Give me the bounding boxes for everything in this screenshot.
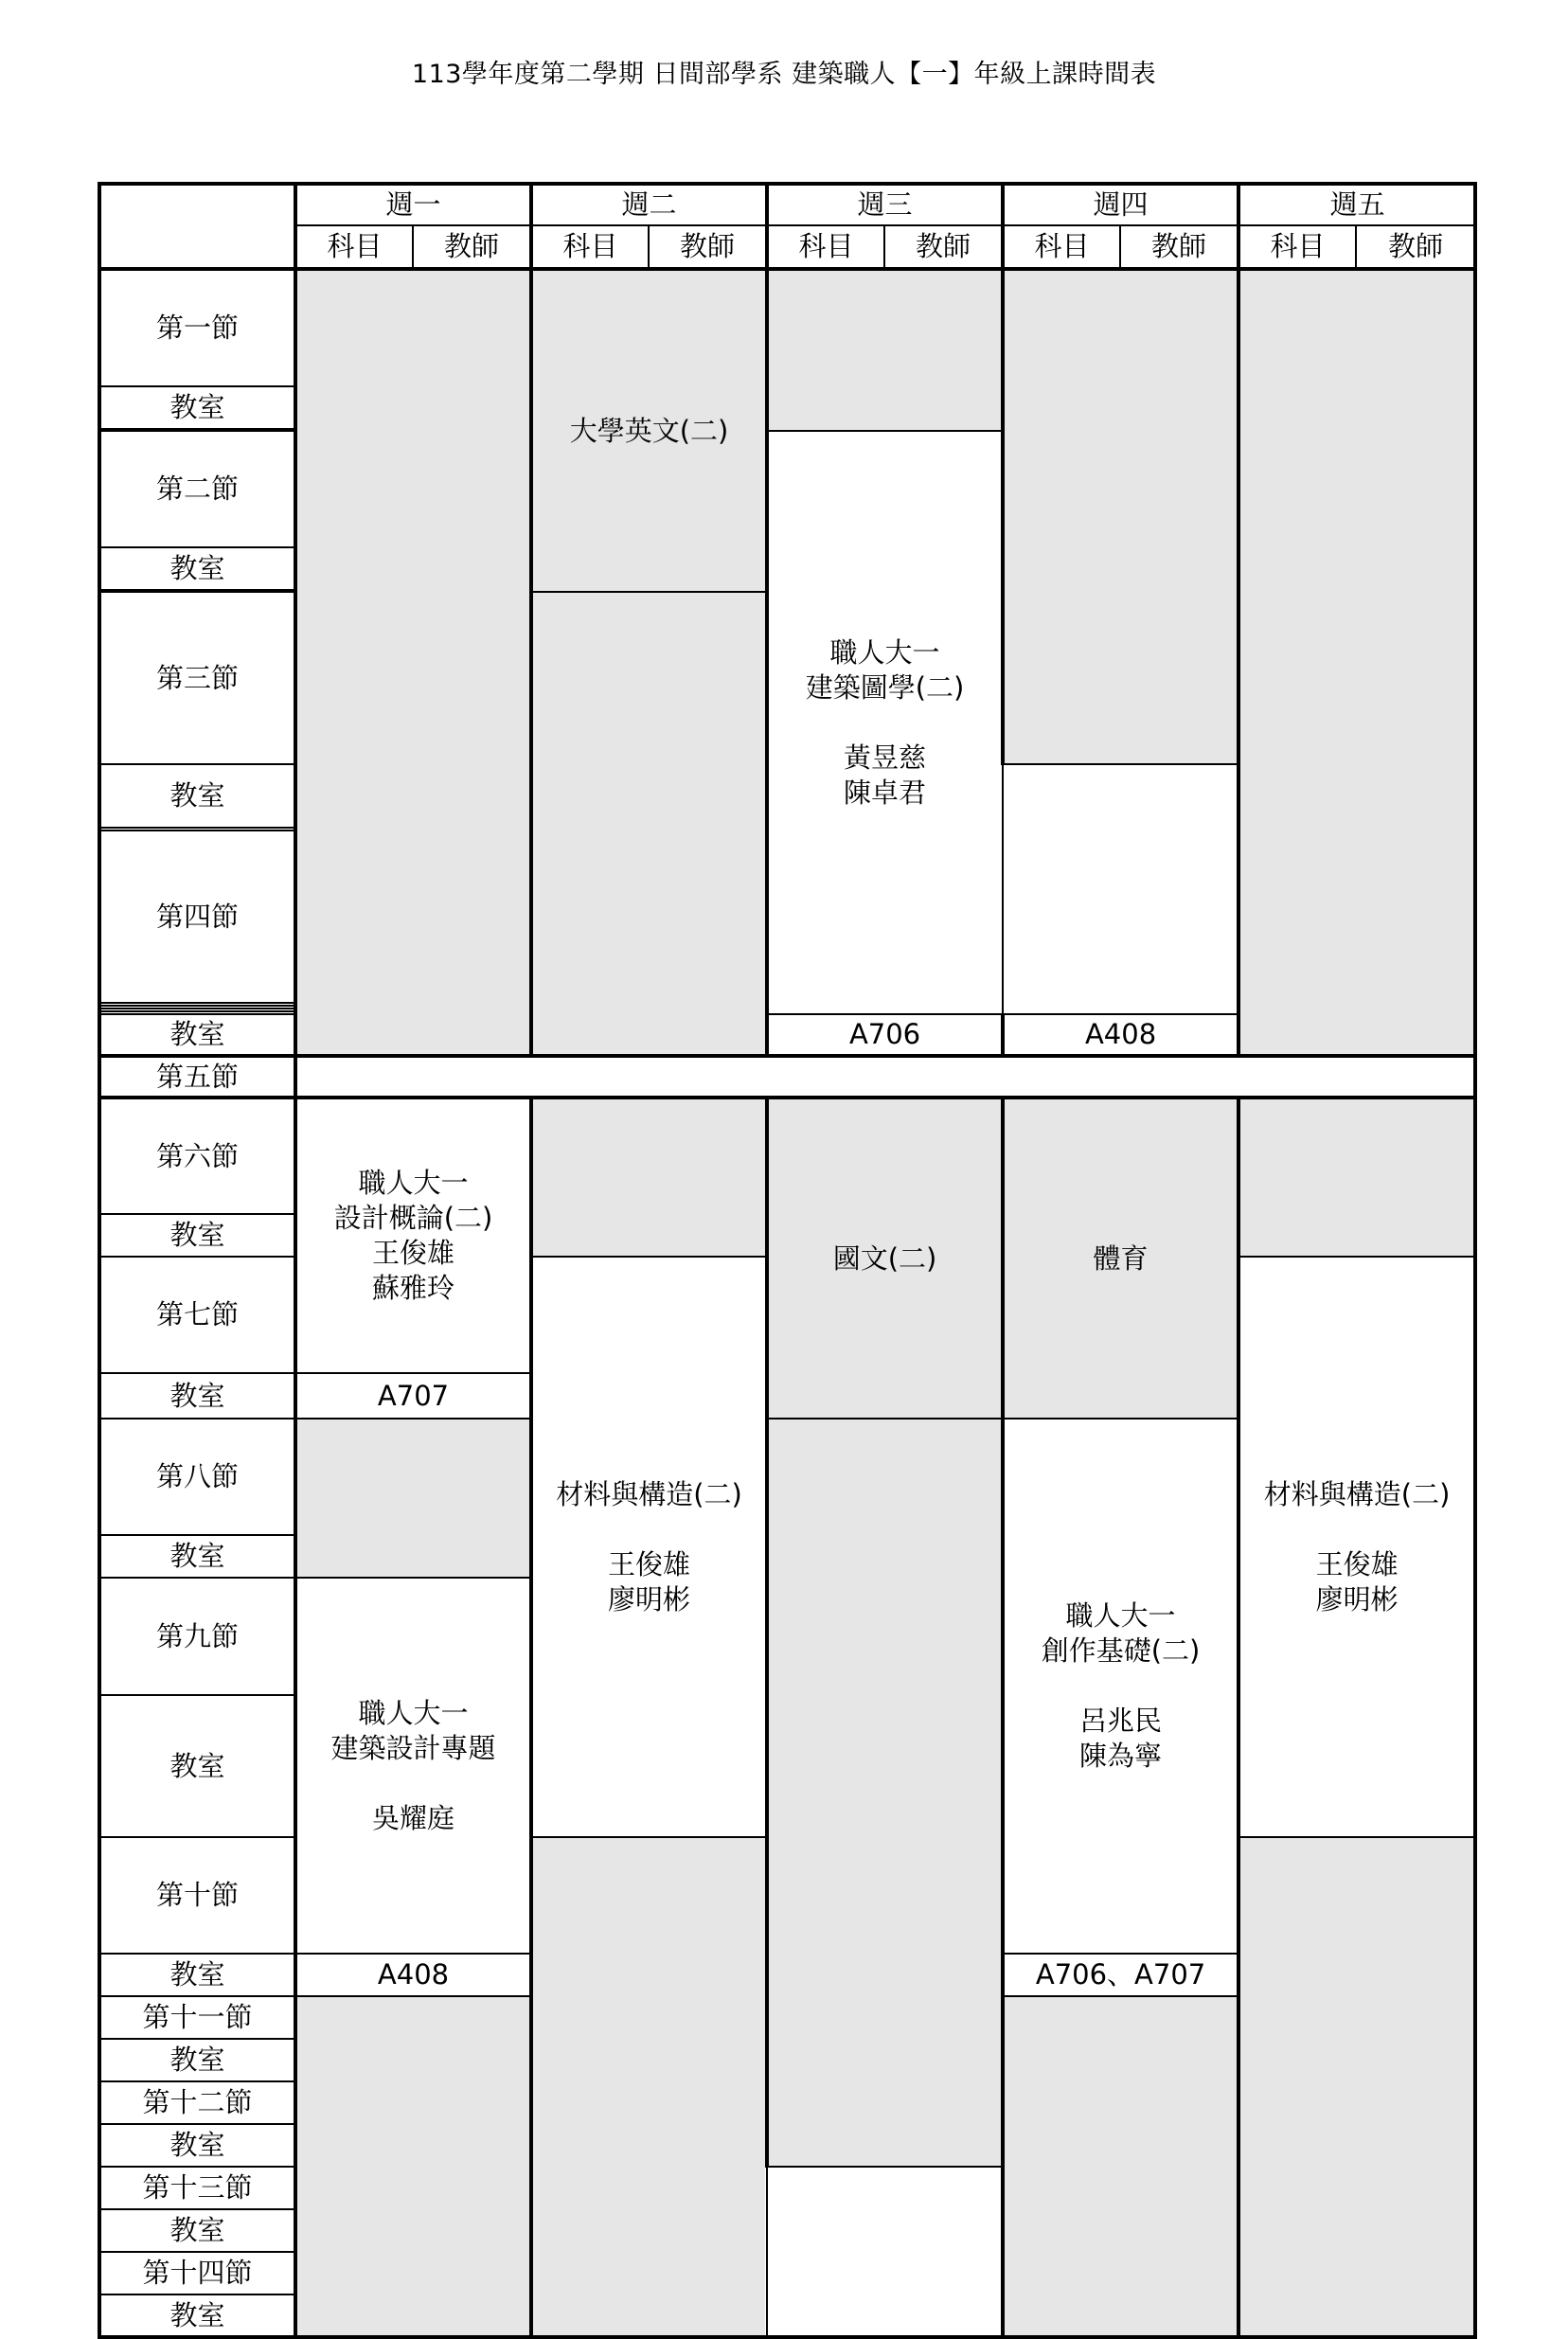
period-label: 第五節	[99, 1056, 295, 1098]
room-label: 教室	[99, 386, 295, 429]
room-label: 教室	[99, 547, 295, 590]
day-header-wed: 週三	[767, 184, 1003, 225]
room-label: 教室	[99, 1014, 295, 1056]
course-cell	[767, 431, 1003, 1014]
period-label: 第九節	[99, 1578, 295, 1695]
room-cell: A706	[767, 1014, 1003, 1056]
teacher-label: 教師	[1356, 225, 1475, 269]
room-label: 教室	[99, 1373, 295, 1419]
teacher-name: 廖明彬	[608, 1582, 691, 1616]
room-cell: A408	[295, 1954, 531, 1996]
course-cell	[531, 269, 767, 592]
teacher-name: 陳卓君	[844, 776, 927, 809]
empty-slot	[531, 1098, 767, 1257]
room-cell: A408	[1003, 1014, 1238, 1056]
subject-label: 科目	[1238, 225, 1356, 269]
period-label: 第一節	[99, 269, 295, 386]
teacher-name: 王俊雄	[608, 1547, 691, 1580]
room-label: 教室	[99, 2209, 295, 2252]
teacher-name: 王俊雄	[1315, 1547, 1399, 1580]
teacher-name: 吳耀庭	[372, 1801, 455, 1834]
room-label: 教室	[99, 2124, 295, 2167]
empty-slot	[1003, 269, 1238, 764]
period-label: 第四節	[99, 830, 295, 1003]
corner-cell	[99, 184, 295, 269]
course-name: 設計概論(二)	[333, 1202, 493, 1234]
room-label: 教室	[99, 2294, 295, 2337]
period-label: 第八節	[99, 1419, 295, 1535]
day-header-thu: 週四	[1003, 184, 1238, 225]
room-cell: A707	[295, 1373, 531, 1419]
subject-label: 科目	[295, 225, 413, 269]
period-label: 第十一節	[99, 1996, 295, 2039]
room-label: 教室	[99, 1954, 295, 1996]
period-label: 第三節	[99, 592, 295, 764]
course-name: 建築設計專題	[330, 1731, 496, 1764]
course-cell	[1238, 1257, 1475, 1837]
course-name: 材料與構造(二)	[1263, 1477, 1451, 1510]
lunch-band	[295, 1056, 1475, 1098]
day-header-tue: 週二	[531, 184, 767, 225]
header-labels-row	[99, 225, 1475, 269]
course-name: 國文(二)	[832, 1241, 937, 1275]
empty-slot	[1238, 1837, 1475, 2337]
course-name: 材料與構造(二)	[556, 1477, 742, 1510]
period-label: 第十三節	[99, 2167, 295, 2209]
course-cell	[1003, 1419, 1238, 1954]
subject-label: 科目	[531, 225, 649, 269]
room-label: 教室	[99, 1695, 295, 1837]
course-class: 職人大一	[358, 1167, 469, 1199]
empty-slot	[1003, 1996, 1238, 2337]
header-days-row	[99, 184, 1475, 225]
empty-slot	[531, 1837, 767, 2337]
course-name: 創作基礎(二)	[1041, 1634, 1201, 1667]
subject-label: 科目	[767, 225, 884, 269]
course-name: 體育	[1093, 1241, 1149, 1275]
teacher-name: 呂兆民	[1079, 1705, 1163, 1737]
period-label: 第六節	[99, 1098, 295, 1214]
empty-slot	[1238, 269, 1475, 1056]
page-title: 113學年度第二學期 日間部學系 建築職人【一】年級上課時間表	[411, 60, 1157, 89]
room-label: 教室	[99, 1214, 295, 1257]
empty-slot	[767, 269, 1003, 431]
room-cell: A706、A707	[1003, 1954, 1238, 1996]
timetable	[98, 182, 1477, 2339]
teacher-name: 王俊雄	[372, 1237, 455, 1269]
course-cell	[295, 1578, 531, 1954]
empty-slot	[531, 592, 767, 1056]
course-name: 大學英文(二)	[569, 414, 729, 447]
teacher-label: 教師	[1120, 225, 1238, 269]
course-cell	[295, 1098, 531, 1373]
course-name: 建築圖學(二)	[805, 670, 965, 704]
period-label: 第十四節	[99, 2252, 295, 2294]
period-label: 第二節	[99, 431, 295, 547]
teacher-name: 黃昱慈	[844, 741, 927, 774]
empty-slot	[295, 269, 531, 1056]
course-class: 職人大一	[358, 1696, 469, 1729]
period-label: 第十節	[99, 1837, 295, 1954]
course-cell	[531, 1257, 767, 1837]
teacher-label: 教師	[649, 225, 767, 269]
course-cell	[1003, 1098, 1238, 1419]
teacher-name: 蘇雅玲	[372, 1272, 455, 1304]
empty-slot	[1238, 1098, 1475, 1257]
room-label: 教室	[99, 2039, 295, 2081]
course-cell	[767, 1098, 1003, 1419]
period-label: 第七節	[99, 1257, 295, 1373]
teacher-label: 教師	[413, 225, 531, 269]
day-header-fri: 週五	[1238, 184, 1475, 225]
empty-slot	[767, 1419, 1003, 2167]
room-label: 教室	[99, 1535, 295, 1578]
room-label: 教室	[99, 764, 295, 828]
period-label: 第十二節	[99, 2081, 295, 2124]
teacher-label: 教師	[884, 225, 1003, 269]
teacher-name: 陳為寧	[1079, 1740, 1163, 1772]
empty-slot	[295, 1419, 531, 1578]
day-header-mon: 週一	[295, 184, 531, 225]
course-class: 職人大一	[829, 635, 940, 669]
empty-slot	[295, 1996, 531, 2337]
teacher-name: 廖明彬	[1315, 1582, 1399, 1616]
subject-label: 科目	[1003, 225, 1120, 269]
course-class: 職人大一	[1065, 1599, 1176, 1632]
